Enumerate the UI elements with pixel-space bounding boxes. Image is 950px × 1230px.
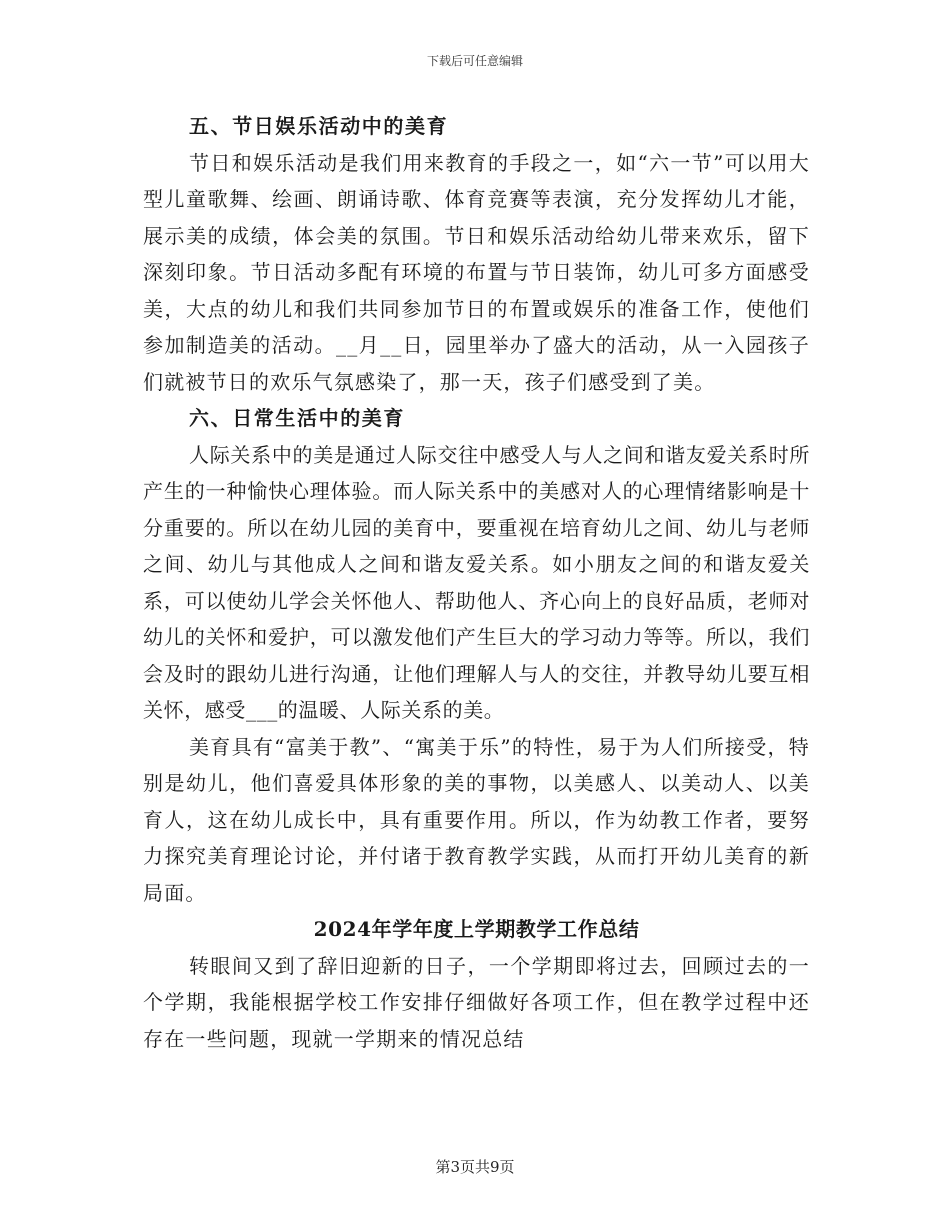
paragraph-aesthetic-education: 美育具有“富美于教”、“寓美于乐”的特性，易于为人们所接受，特别是幼儿，他们喜爱具体形象的美的事物，以美感人、以美动人、以美育人，这在幼儿成长中，具有重要作用。所以，作为幼教工作者，要努力探究美育理论讨论，并付诸于教育教学实践，从而打开幼儿美育的新局面。 xyxy=(143,734,810,905)
section-heading-festival: 五、节日娱乐活动中的美育 xyxy=(189,114,449,138)
paragraph-festival: 节日和娱乐活动是我们用来教育的手段之一，如“六一节”可以用大型儿童歌舞、绘画、朗诵诗歌、体育竞赛等表演，充分发挥幼儿才能，展示美的成绩，体会美的氛围。节日和娱乐活动给幼儿带来欢乐，留下深刻印象。节日活动多配有环境的布置与节日装饰，幼儿可多方面感受美，大点的幼儿和我们共同参加节日的布置或娱乐的准备工作，使他们参加制造美的活动。__月__日，园里举办了盛大的活动，从一入园孩子们就被节日的欢乐气氛感染了，那一天，孩子们感受到了美。 xyxy=(143,150,810,394)
document-body xyxy=(143,108,810,1057)
section-heading-daily-life: 六、日常生活中的美育 xyxy=(189,406,405,430)
paragraph-relationships: 人际关系中的美是通过人际交往中感受人与人之间和谐友爱关系时所产生的一种愉快心理体验。而人际关系中的美感对人的心理情绪影响是十分重要的。所以在幼儿园的美育中，要重视在培育幼儿之间、幼儿与老师之间、幼儿与其他成人之间和谐友爱关系。如小朋友之间的和谐友爱关系，可以使幼儿学会关怀他人、帮助他人、齐心向上的良好品质，老师对幼儿的关怀和爱护，可以激发他们产生巨大的学习动力等等。所以，我们会及时的跟幼儿进行沟通，让他们理解人与人的交往，并教导幼儿要互相关怀，感受___的温暖、人际关系的美。 xyxy=(143,442,810,722)
page-footer: 第3页共9页 xyxy=(435,1158,515,1176)
paragraph-summary-intro: 转眼间又到了辞旧迎新的日子，一个学期即将过去，回顾过去的一个学期，我能根据学校工作安排仔细做好各项工作，但在教学过程中还存在一些问题，现就一学期来的情况总结 xyxy=(143,953,810,1051)
article-title: 2024年学年度上学期教学工作总结 xyxy=(313,917,640,941)
page-header: 下载后可任意编辑 xyxy=(426,54,523,68)
